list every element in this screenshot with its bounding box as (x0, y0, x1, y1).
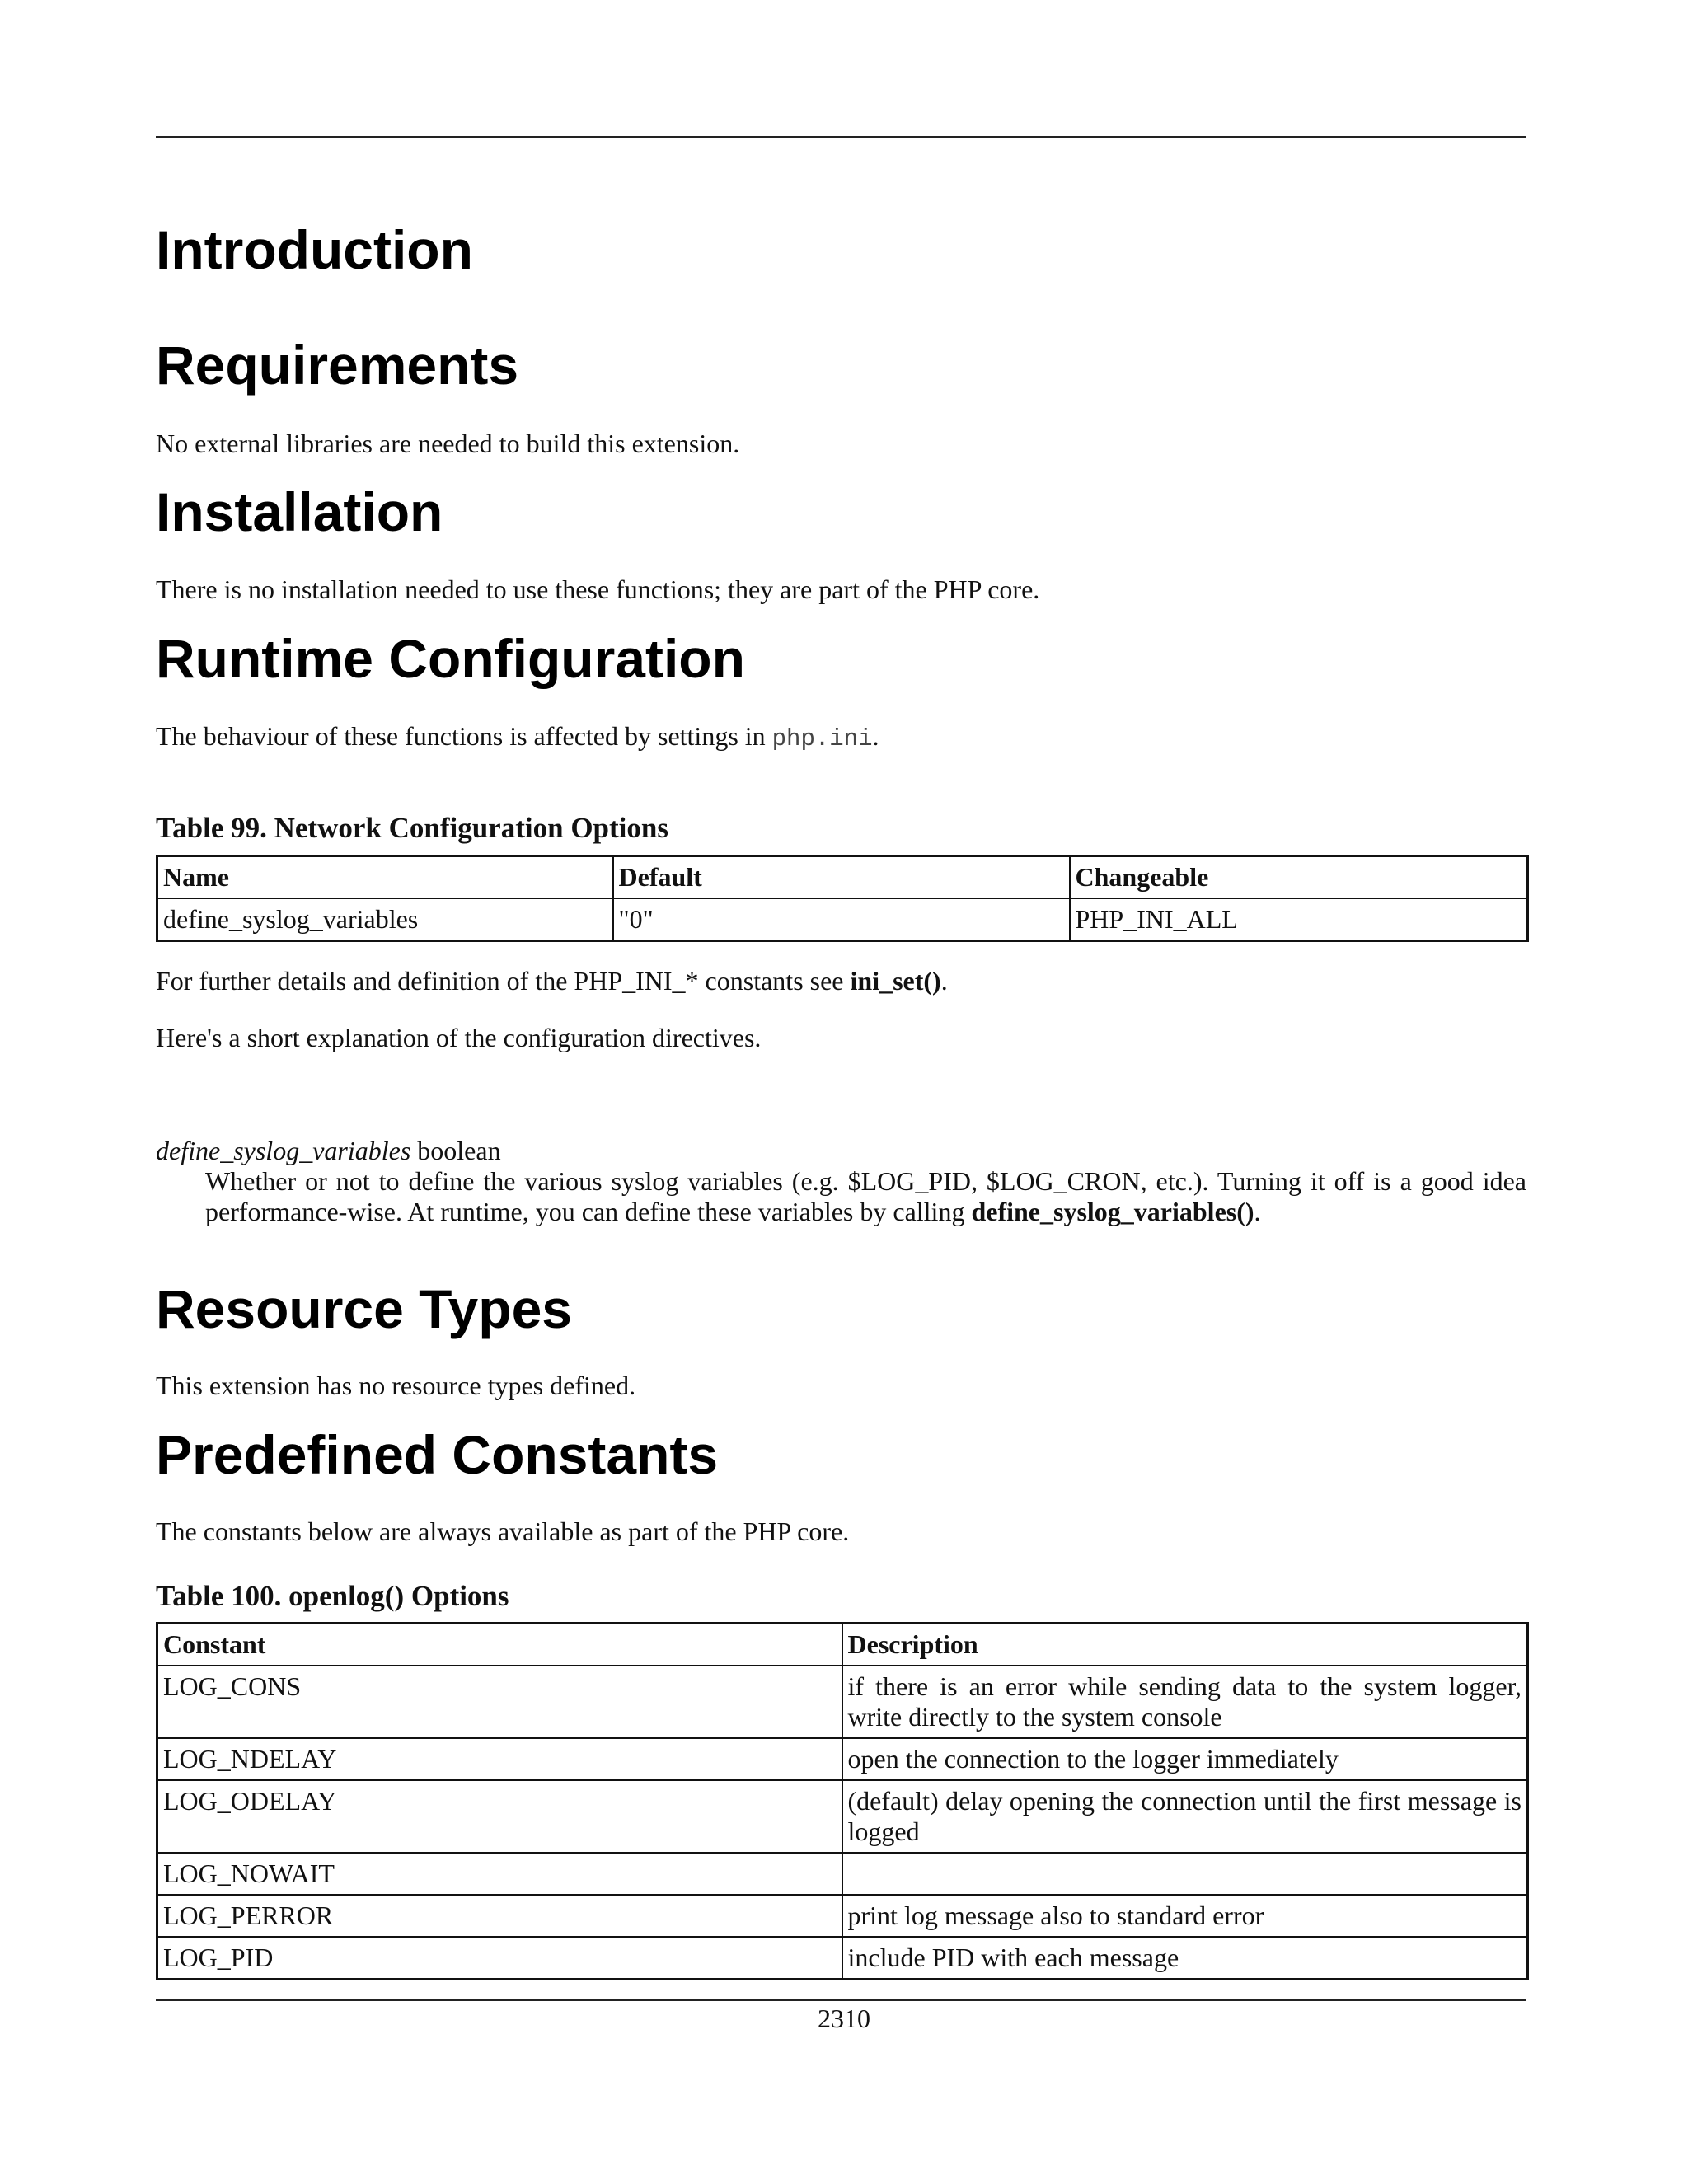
table-row (157, 1666, 1528, 1738)
column-header-description: Description (842, 1624, 1528, 1666)
table-cell: define_syslog_variables (157, 898, 613, 941)
table-cell: if there is an error while sending data to the system logger, write directly to the system console (842, 1666, 1528, 1738)
table-header-row (157, 856, 1528, 899)
table-row (157, 1738, 1528, 1780)
heading-runtime-configuration: Runtime Configuration (156, 628, 745, 689)
table-cell: LOG_PID (157, 1937, 842, 1980)
table-cell: (default) delay opening the connection until the first message is logged (842, 1780, 1528, 1853)
explanation-text: Here's a short explanation of the configuration directives. (156, 1023, 762, 1052)
directive-term (156, 1136, 501, 1166)
php-ini-code: php.ini (771, 725, 873, 752)
table-row (157, 1895, 1528, 1937)
directive-name: define_syslog_variables (156, 1136, 411, 1165)
resource-types-text: This extension has no resource types defined. (156, 1371, 636, 1400)
table-cell (842, 1853, 1528, 1895)
table-header-row (157, 1624, 1528, 1666)
table-cell: print log message also to standard error (842, 1895, 1528, 1937)
table-cell: LOG_NDELAY (157, 1738, 842, 1780)
requirements-text: No external libraries are needed to build this extension. (156, 429, 740, 458)
column-header-name: Name (157, 856, 613, 899)
installation-text: There is no installation needed to use these functions; they are part of the PHP core. (156, 574, 1040, 604)
table-row (157, 898, 1528, 941)
table-cell: "0" (613, 898, 1070, 941)
header-rule (156, 136, 1526, 138)
column-header-changeable: Changeable (1070, 856, 1528, 899)
ini-set-link: ini_set() (850, 966, 941, 996)
ini-details-text: For further details and definition of the PHP_INI_* constants see ini_set(). (156, 966, 948, 996)
table-row (157, 1853, 1528, 1895)
define-syslog-variables-link: define_syslog_variables() (971, 1197, 1254, 1226)
table-100-caption: Table 100. openlog() Options (156, 1580, 509, 1612)
table-row (157, 1780, 1528, 1853)
network-config-table (156, 855, 1529, 942)
runtime-configuration-text: The behaviour of these functions is affected by settings in php.ini. (156, 721, 879, 752)
heading-installation: Installation (156, 481, 443, 542)
heading-resource-types: Resource Types (156, 1278, 572, 1339)
directive-description: Whether or not to define the various syslog variables (e.g. $LOG_PID, $LOG_CRON, etc.). Turning it off is a good idea performance-wise. At runtime, you can define these variables by calling define_syslog_variables(). (205, 1166, 1526, 1226)
directive-type: boolean (410, 1136, 501, 1165)
heading-requirements: Requirements (156, 335, 519, 396)
column-header-constant: Constant (157, 1624, 842, 1666)
table-cell: include PID with each message (842, 1937, 1528, 1980)
table-cell: open the connection to the logger immediately (842, 1738, 1528, 1780)
table-row (157, 1937, 1528, 1980)
column-header-default: Default (613, 856, 1070, 899)
heading-predefined-constants: Predefined Constants (156, 1424, 719, 1485)
predefined-constants-text: The constants below are always available as part of the PHP core. (156, 1516, 850, 1546)
table-cell: LOG_ODELAY (157, 1780, 842, 1853)
page-number: 2310 (818, 2004, 870, 2033)
table-cell: LOG_NOWAIT (157, 1853, 842, 1895)
table-cell: LOG_PERROR (157, 1895, 842, 1937)
table-cell: PHP_INI_ALL (1070, 898, 1528, 941)
openlog-options-table (156, 1622, 1529, 1980)
table-99-caption: Table 99. Network Configuration Options (156, 812, 668, 844)
heading-introduction: Introduction (156, 219, 473, 280)
table-cell: LOG_CONS (157, 1666, 842, 1738)
footer-rule (156, 1999, 1526, 2001)
